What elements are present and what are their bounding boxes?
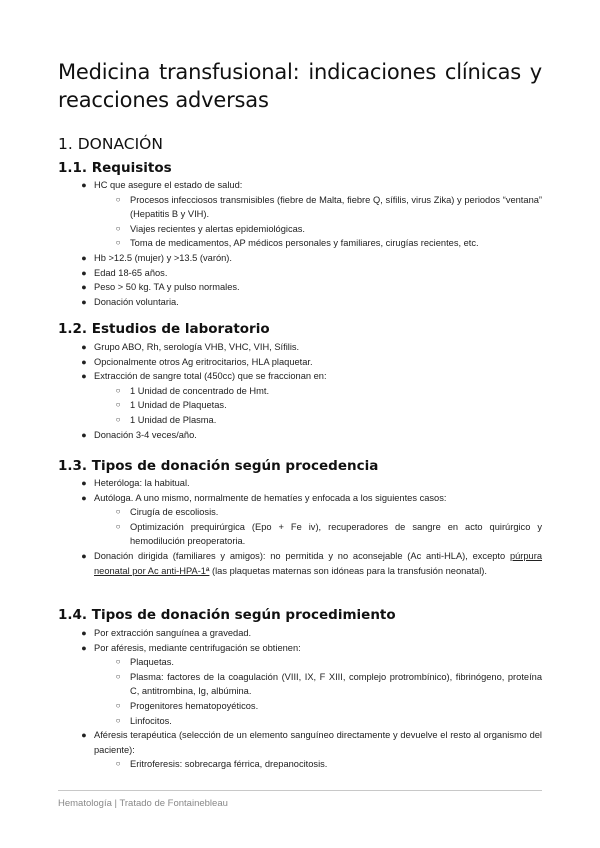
- page-footer: Hematología | Tratado de Fontainebleau: [58, 798, 228, 809]
- bullet-icon: ●: [81, 282, 87, 293]
- underlined-term: púrpura neonatal por Ac anti-HPA-1ª: [94, 550, 542, 576]
- list-item: ○ Plasma: factores de la coagulación (VIII, IX, F XIII, complejo protrombínico), fibrinógeno, proteína C, antitrombina, Ig, albúmina.: [130, 670, 542, 699]
- section-heading-donacion: 1. DONACIÓN: [58, 135, 163, 153]
- bullet-icon: ●: [81, 342, 87, 352]
- list-item: ● Donación 3-4 veces/año.: [94, 428, 542, 443]
- bullet-icon: ●: [81, 180, 87, 190]
- circle-bullet-icon: ○: [115, 671, 121, 681]
- subsection-heading-tipos-procedimiento: 1.4. Tipos de donación según procedimiento: [58, 607, 396, 623]
- list-item: ● Por aféresis, mediante centrifugación se obtienen:: [94, 641, 542, 656]
- bullet-icon: ●: [81, 642, 87, 653]
- subsection-heading-estudios-laboratorio: 1.2. Estudios de laboratorio: [58, 321, 270, 337]
- list-item: ○ Cirugía de escoliosis.: [130, 505, 542, 520]
- list-item: ○ Procesos infecciosos transmisibles (fiebre de Malta, fiebre Q, sífilis, virus Zika) y periodos “ventana” (Hepatitis B y VIH).: [130, 193, 542, 222]
- circle-bullet-icon: ○: [115, 715, 121, 725]
- list-item: ● Peso > 50 kg. TA y pulso normales.: [94, 280, 542, 295]
- estudios-list: [0, 340, 600, 442]
- list-item: ● Donación voluntaria.: [94, 295, 542, 310]
- list-item: ○ 1 Unidad de concentrado de Hmt.: [130, 384, 542, 399]
- list-item: ● Aféresis terapéutica (selección de un elemento sanguíneo directamente y devuelve el resto al organismo del paciente):: [94, 728, 542, 757]
- page-title: Medicina transfusional: indicaciones clínicas y reacciones adversas: [58, 60, 542, 112]
- circle-bullet-icon: ○: [115, 414, 121, 424]
- bullet-icon: ●: [81, 550, 87, 561]
- list-item: ● Grupo ABO, Rh, serología VHB, VHC, VIH, Sífilis.: [94, 340, 542, 355]
- bullet-icon: ●: [81, 252, 87, 263]
- circle-bullet-icon: ○: [115, 507, 121, 517]
- bullet-icon: ●: [81, 296, 87, 307]
- list-item: ● HC que asegure el estado de salud:: [94, 178, 542, 193]
- list-item: ● Hb >12.5 (mujer) y >13.5 (varón).: [94, 251, 542, 266]
- list-item: ○ Plaquetas.: [130, 655, 542, 670]
- circle-bullet-icon: ○: [115, 385, 121, 395]
- circle-bullet-icon: ○: [115, 400, 121, 410]
- list-item: ● Edad 18-65 años.: [94, 266, 542, 281]
- list-item: ● Extracción de sangre total (450cc) que se fraccionan en:: [94, 369, 542, 384]
- list-item: ○ Toma de medicamentos, AP médicos personales y familiares, cirugías recientes, etc.: [130, 236, 542, 251]
- circle-bullet-icon: ○: [115, 759, 121, 769]
- circle-bullet-icon: ○: [115, 223, 121, 233]
- bullet-icon: ●: [81, 267, 87, 278]
- bullet-icon: ●: [81, 492, 87, 503]
- list-item: ● Opcionalmente otros Ag eritrocitarios, HLA plaquetar.: [94, 355, 542, 370]
- list-item: ● Donación dirigida (familiares y amigos): no permitida y no aconsejable (Ac anti-HLA), excepto púrpura neonatal por Ac anti-HPA-1ª (las plaquetas maternas son idóneas para la transfusión neonatal).: [94, 549, 542, 578]
- list-item: ○ Viajes recientes y alertas epidemiológicas.: [130, 222, 542, 237]
- bullet-icon: ●: [81, 478, 87, 488]
- circle-bullet-icon: ○: [115, 238, 121, 248]
- circle-bullet-icon: ○: [115, 700, 121, 710]
- subsection-heading-tipos-procedencia: 1.3. Tipos de donación según procedencia: [58, 458, 379, 474]
- bullet-icon: ●: [81, 356, 87, 367]
- circle-bullet-icon: ○: [115, 521, 121, 531]
- footer-divider: [58, 790, 542, 791]
- list-item: ○ Linfocitos.: [130, 714, 542, 729]
- list-item: ○ Optimización prequirúrgica (Epo + Fe iv), recuperadores de sangre en acto quirúrgico y hemodilución preoperatoria.: [130, 520, 542, 549]
- bullet-icon: ●: [81, 429, 87, 440]
- list-item: ○ 1 Unidad de Plasma.: [130, 413, 542, 428]
- bullet-icon: ●: [81, 628, 87, 638]
- list-item: ● Autóloga. A uno mismo, normalmente de hematíes y enfocada a los siguientes casos:: [94, 491, 542, 506]
- subsection-heading-requisitos: 1.1. Requisitos: [58, 160, 172, 176]
- list-item: ○ 1 Unidad de Plaquetas.: [130, 398, 542, 413]
- circle-bullet-icon: ○: [115, 194, 121, 204]
- list-item: ● Heteróloga: la habitual.: [94, 476, 542, 491]
- list-item: ○ Progenitores hematopoyéticos.: [130, 699, 542, 714]
- list-item: ○ Eritroferesis: sobrecarga férrica, drepanocitosis.: [130, 757, 542, 772]
- requisitos-list: [0, 178, 600, 309]
- list-item: ● Por extracción sanguínea a gravedad.: [94, 626, 542, 641]
- procedimiento-list: [0, 626, 600, 772]
- bullet-icon: ●: [81, 371, 87, 382]
- circle-bullet-icon: ○: [115, 657, 121, 667]
- bullet-icon: ●: [81, 730, 87, 741]
- procedencia-list: [0, 476, 600, 578]
